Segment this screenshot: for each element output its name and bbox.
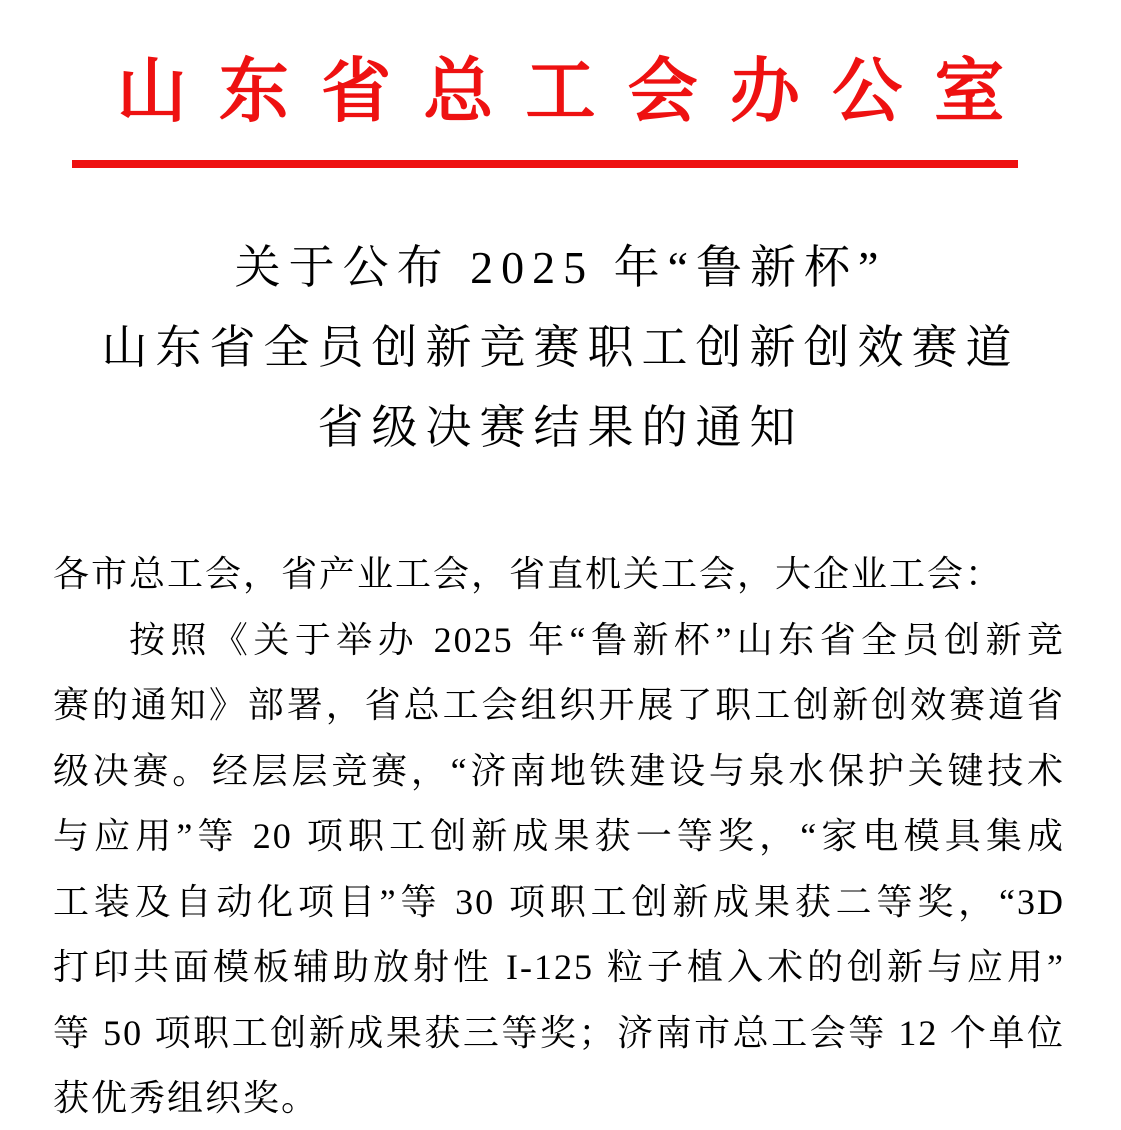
paragraph-line: 赛的通知》部署，省总工会组织开展了职工创新创效赛道省: [53, 685, 1065, 725]
paragraph-line: 与应用”等 20 项职工创新成果获一等奖，“家电模具集成: [53, 816, 1065, 856]
paragraph-line: 打印共面模板辅助放射性 I-125 粒子植入术的创新与应用”: [53, 947, 1065, 987]
paragraph-line: 工装及自动化项目”等 30 项职工创新成果获二等奖，“3D: [53, 881, 1065, 922]
document-title: [0, 228, 1121, 468]
letterhead-title-text: 山东省总工会办公室: [116, 54, 1037, 131]
document-body: [53, 542, 1065, 1130]
red-divider-rule: [72, 160, 1018, 168]
title-line-1: 关于公布 2025 年“鲁新杯”: [234, 242, 887, 293]
title-line-2: 山东省全员创新竞赛职工创新创效赛道: [101, 322, 1020, 373]
paragraph-last-line: 获优秀组织奖。: [53, 1078, 320, 1118]
title-line-3: 省级决赛结果的通知: [317, 402, 804, 453]
paragraph-line: 级决赛。经层层竞赛，“济南地铁建设与泉水保护关键技术: [53, 750, 1065, 791]
letterhead-title: [0, 48, 1121, 138]
paragraph-line: 按照《关于举办 2025 年“鲁新杯”山东省全员创新竞: [129, 619, 1065, 660]
paragraph-line: 等 50 项职工创新成果获三等奖；济南市总工会等 12 个单位: [53, 1012, 1065, 1053]
salutation-line: 各市总工会，省产业工会，省直机关工会，大企业工会：: [53, 554, 1004, 594]
